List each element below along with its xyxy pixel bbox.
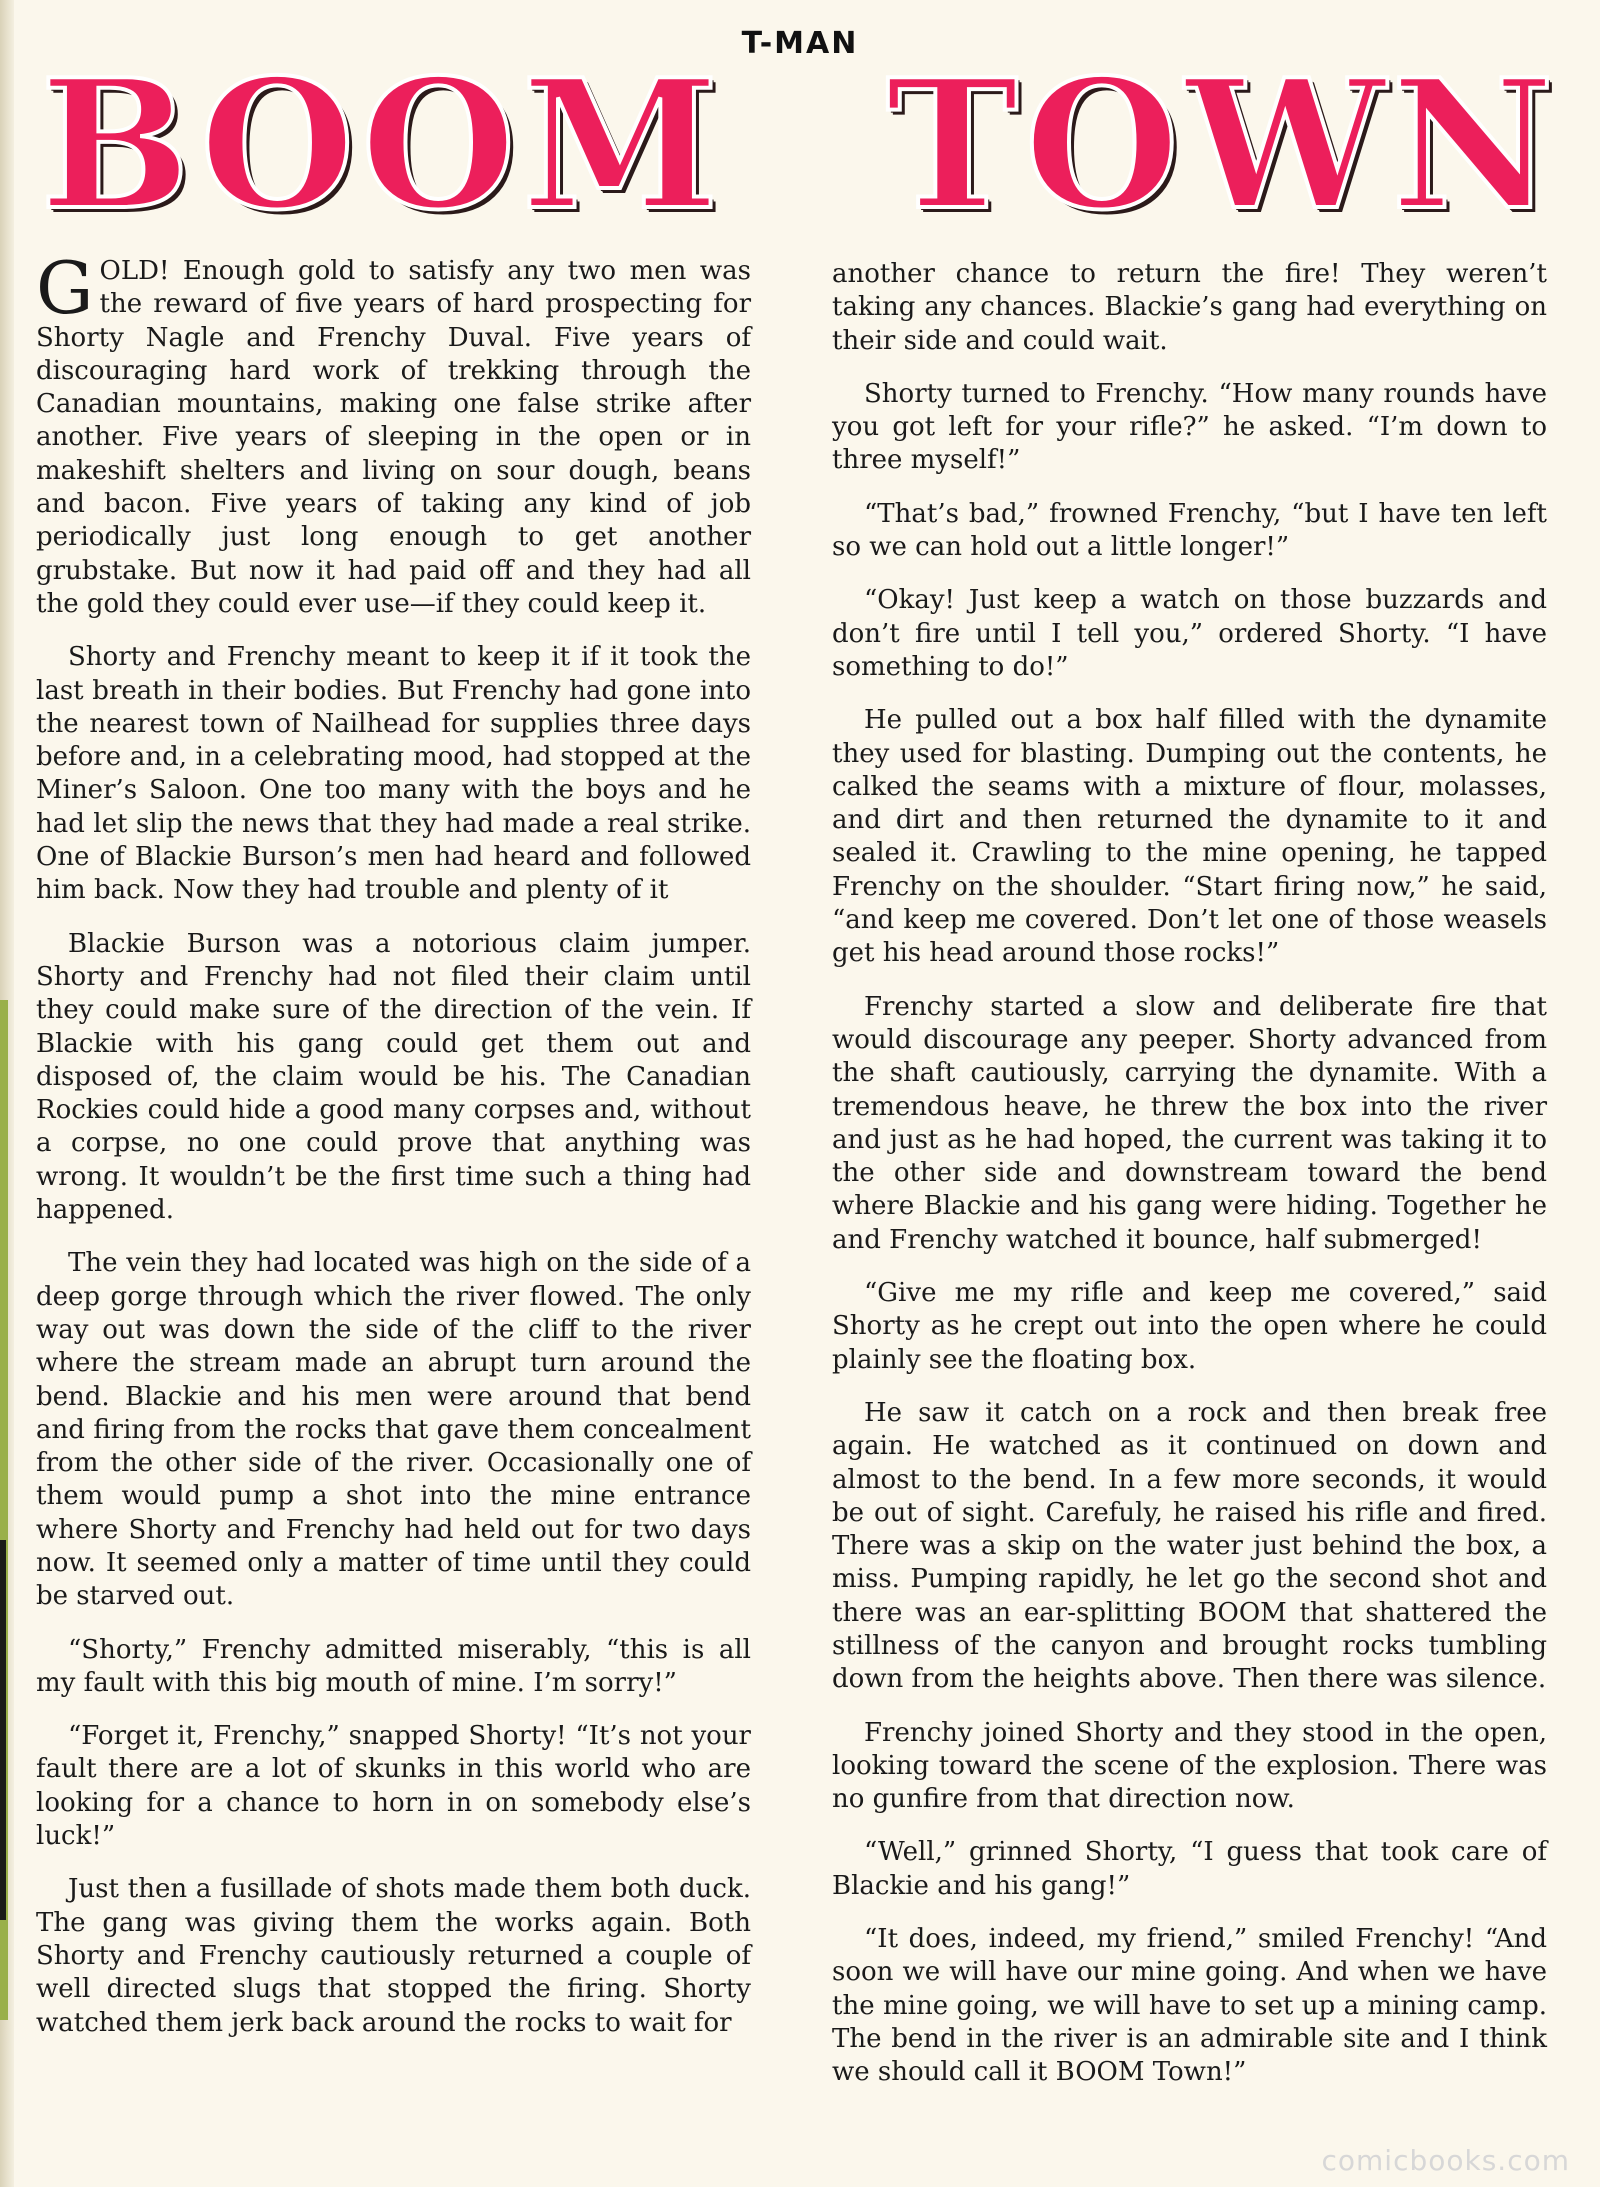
site-watermark: comicbooks.com bbox=[1321, 2144, 1570, 2177]
paragraph: “Okay! Just keep a watch on those buzzards and don’t fire until I tell you,” ordered Shorty. “I have something to do!” bbox=[832, 585, 1547, 682]
paragraph: “It does, indeed, my friend,” smiled Frenchy! “And soon we will have our mine going. And when we have the mine going, we will have to set up a mining camp. The bend in the river is an admirable site and I think we should call it BOOM Town!” bbox=[832, 1924, 1547, 2088]
series-kicker: T-MAN bbox=[741, 26, 859, 61]
paragraph: “Forget it, Frenchy,” snapped Shorty! “It’s not your fault there are a lot of skunks in this world who are looking for a chance to horn in on somebody else’s luck!” bbox=[36, 1721, 751, 1852]
paragraph: He pulled out a box half filled with the dynamite they used for blasting. Dumping out the contents, he calked the seams with a mixture of flour, molasses, and dirt and then returned the dynamite to it and sealed it. Crawling to the mine opening, he tapped Frenchy on the shoulder. “Start firing now,” he said, “and keep me covered. Don’t let one of those weasels get his head around those rocks!” bbox=[832, 705, 1547, 969]
paragraph: “Shorty,” Frenchy admitted miserably, “this is all my fault with this big mouth of mine. I’m sorry!” bbox=[36, 1634, 751, 1698]
paragraph: GOLD! Enough gold to satisfy any two men was the reward of five years of hard prospecting for Shorty Nagle and Frenchy Duval. Five years of discouraging hard work of trekking through the Canadian mountains, making one false strike after another. Five years of sleeping in the open or in makeshift shelters and living on sour dough, beans and bacon. Five years of taking any kind of job periodically just long enough to get another grubstake. But now it had paid off and they had all the gold they could ever use—if they could keep it. bbox=[36, 246, 751, 619]
title-word-town: TOWN bbox=[885, 40, 1560, 249]
paragraph: “Well,” grinned Shorty, “I guess that took care of Blackie and his gang!” bbox=[832, 1837, 1547, 1901]
paragraph: “That’s bad,” frowned Frenchy, “but I have ten left so we can hold out a little longer!” bbox=[832, 498, 1547, 563]
paragraph: The vein they had located was high on the side of a deep gorge through which the river flowed. The only way out was down the side of the cliff to the river where the stream made an abrupt turn around the bend. Blackie and his men were around that bend and firing from the rocks that gave them concealment from the other side of the river. Occasionally one of them would pump a shot into the mine entrance where Shorty and Frenchy had held out for two days now. It seemed only a matter of time until they could be starved out. bbox=[36, 1248, 751, 1612]
paragraph: Shorty turned to Frenchy. “How many rounds have you got left for your rifle?” he asked. “I’m down to three myself!” bbox=[832, 378, 1547, 476]
adjacent-page-edge-dark bbox=[0, 1540, 6, 1920]
title-word-boom: BOOM bbox=[40, 40, 725, 249]
right-text-column bbox=[832, 258, 1547, 2110]
paragraph: Blackie Burson was a notorious claim jumper. Shorty and Frenchy had not filed their claim until they could make sure of the direction of the vein. If Blackie with his gang could get them out and disposed of, the claim would be his. The Canadian Rockies could hide a good many corpses and, without a corpse, no one could prove that anything was wrong. It wouldn’t be the first time such a thing had happened. bbox=[36, 928, 751, 1226]
left-text-column bbox=[36, 246, 751, 2060]
paragraph: “Give me my rifle and keep me covered,” said Shorty as he crept out into the open where he could plainly see the floating box. bbox=[832, 1278, 1547, 1375]
paragraph: Frenchy started a slow and deliberate fire that would discourage any peeper. Shorty advanced from the shaft cautiously, carrying the dynamite. With a tremendous heave, he threw the box into the river and just as he had hoped, the current was taking it to the other side and downstream toward the bend where Blackie and his gang were hiding. Together he and Frenchy watched it bounce, half submerged! bbox=[832, 991, 1547, 1255]
paragraph: Frenchy joined Shorty and they stood in the open, looking toward the scene of the explosion. There was no gunfire from that direction now. bbox=[832, 1717, 1547, 1815]
paragraph: another chance to return the fire! They weren’t taking any chances. Blackie’s gang had everything on their side and could wait. bbox=[832, 259, 1547, 356]
drop-cap: G bbox=[36, 246, 94, 330]
paragraph: He saw it catch on a rock and then break free again. He watched as it continued on down and almost to the bend. In a few more seconds, it would be out of sight. Carefuly, he raised his rifle and fired. There was a skip on the water just behind the box, a miss. Pumping rapidly, he let go the second shot and there was an ear-splitting BOOM that shattered the stillness of the canyon and brought rocks tumbling down from the heights above. Then there was silence. bbox=[832, 1397, 1547, 1695]
paragraph: Just then a fusillade of shots made them both duck. The gang was giving them the works again. Both Shorty and Frenchy cautiously returned a couple of well directed slugs that stopped the firing. Shorty watched them jerk back around the rocks to wait for bbox=[36, 1874, 751, 2038]
paragraph: Shorty and Frenchy meant to keep it if it took the last breath in their bodies. But Frenchy had gone into the nearest town of Nailhead for supplies three days before and, in a celebrating mood, had stopped at the Miner’s Saloon. One too many with the boys and he had let slip the news that they had made a real strike. One of Blackie Burson’s men had heard and followed him back. Now they had trouble and plenty of it bbox=[36, 642, 751, 906]
